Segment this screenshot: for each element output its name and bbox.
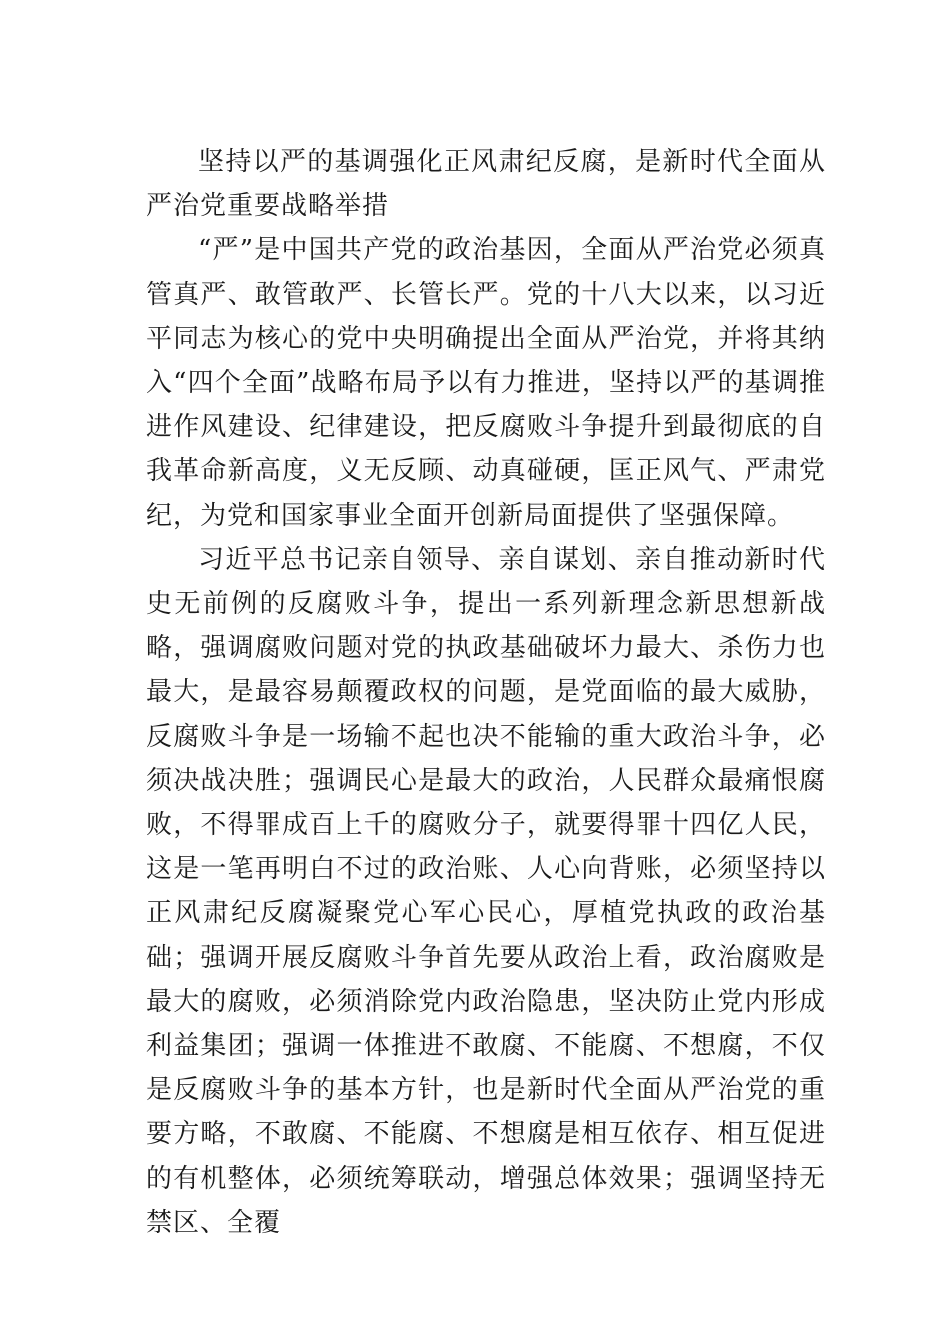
body-paragraph-strictness: “严”是中国共产党的政治基因，全面从严治党必须真管真严、敢管敢严、长管长严。党的十八大以来，以习近平同志为核心的党中央明确提出全面从严治党，并将其纳入“四个全面”战略布局予以有力推进，坚持以严的基调推进作风建设、纪律建设，把反腐败斗争提升到最彻底的自我革命新高度，义无反顾、动真碰硬，匡正风气、严肃党纪，为党和国家事业全面开创新局面提供了坚强保障。 bbox=[146, 235, 826, 531]
document-body bbox=[146, 140, 826, 1245]
section-heading-paragraph: 坚持以严的基调强化正风肃纪反腐，是新时代全面从严治党重要战略举措 bbox=[146, 147, 826, 222]
body-paragraph-anticorruption: 习近平总书记亲自领导、亲自谋划、亲自推动新时代史无前例的反腐败斗争，提出一系列新理念新思想新战略，强调腐败问题对党的执政基础破坏力最大、杀伤力也最大，是最容易颠覆政权的问题，是党面临的最大威胁，反腐败斗争是一场输不起也决不能输的重大政治斗争，必须决战决胜；强调民心是最大的政治，人民群众最痛恨腐败，不得罪成百上千的腐败分子，就要得罪十四亿人民，这是一笔再明白不过的政治账、人心向背账，必须坚持以正风肃纪反腐凝聚党心军心民心，厚植党执政的政治基础；强调开展反腐败斗争首先要从政治上看，政治腐败是最大的腐败，必须消除党内政治隐患，坚决防止党内形成利益集团；强调一体推进不敢腐、不能腐、不想腐，不仅是反腐败斗争的基本方针，也是新时代全面从严治党的重要方略，不敢腐、不能腐、不想腐是相互依存、相互促进的有机整体，必须统筹联动，增强总体效果；强调坚持无禁区、全覆 bbox=[146, 544, 826, 1238]
